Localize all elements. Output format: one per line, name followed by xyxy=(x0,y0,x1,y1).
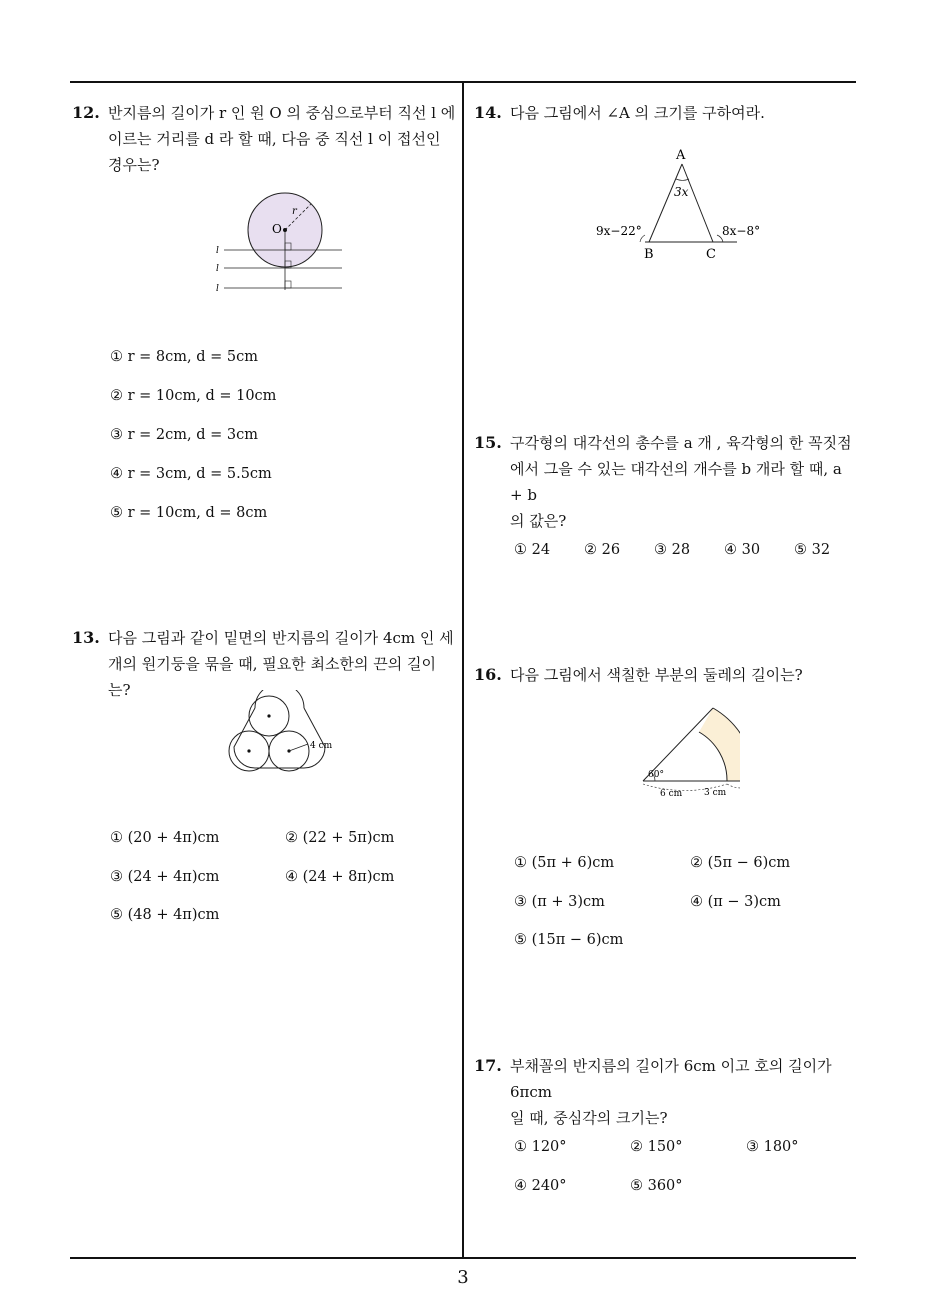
choice: ④ 240° xyxy=(514,1178,567,1194)
question-number: 16. xyxy=(474,665,502,684)
question-17 xyxy=(474,1053,859,1131)
choice: ④ (π − 3)cm xyxy=(690,894,781,910)
vertex-b-label: B xyxy=(644,247,654,262)
choice: ① 120° xyxy=(514,1139,567,1155)
vertex-a-label: A xyxy=(676,148,686,163)
radius-label: r xyxy=(292,206,297,217)
column-divider xyxy=(462,82,464,1258)
question-line: 다음 그림에서 ∠A 의 크기를 구하여라. xyxy=(510,104,765,122)
question-number: 15. xyxy=(474,433,502,452)
choice: ③ (π + 3)cm xyxy=(514,894,605,910)
question-line: 이르는 거리를 d 라 할 때, 다음 중 직선 l 이 접선인 xyxy=(108,130,441,148)
question-line: 구각형의 대각선의 총수를 a 개 , 육각형의 한 꼭짓점 xyxy=(510,434,852,452)
band xyxy=(234,708,325,768)
angle-a-label: 3x xyxy=(674,185,689,199)
choice: ③ (24 + 4π)cm xyxy=(110,869,220,885)
vertex-c-label: C xyxy=(706,247,716,262)
choice: ① r = 8cm, d = 5cm xyxy=(110,349,258,365)
choice: ⑤ 32 xyxy=(794,542,831,558)
choice: ③ 28 xyxy=(654,542,691,558)
q12-circle-figure xyxy=(210,190,350,300)
question-12 xyxy=(72,100,457,178)
radius-label: 4 cm xyxy=(310,741,333,751)
angle-b-label: 9x−22° xyxy=(596,224,642,238)
question-line: 반지름의 길이가 r 인 원 O 의 중심으로부터 직선 l 에 xyxy=(108,104,456,122)
question-line: 개의 원기둥을 묶을 때, 필요한 최소한의 끈의 길이는? xyxy=(108,655,436,699)
choice: ② 150° xyxy=(630,1139,683,1155)
choice: ① (5π + 6)cm xyxy=(514,855,615,871)
question-16 xyxy=(474,662,859,688)
question-14 xyxy=(474,100,859,126)
question-number: 14. xyxy=(474,103,502,122)
question-line: 부채꼴의 반지름의 길이가 6cm 이고 호의 길이가 6πcm xyxy=(510,1057,832,1101)
choice: ① 24 xyxy=(514,542,551,558)
choice: ③ 180° xyxy=(746,1139,799,1155)
shaded-region xyxy=(699,708,740,781)
question-15 xyxy=(474,430,859,534)
choice: ④ (24 + 8π)cm xyxy=(285,869,395,885)
choice: ③ r = 2cm, d = 3cm xyxy=(110,427,258,443)
choice: ② (22 + 5π)cm xyxy=(285,830,395,846)
q13-cylinders-figure xyxy=(220,690,340,780)
line-label: l xyxy=(216,284,219,294)
question-number: 12. xyxy=(72,103,100,122)
inner-radius-label: 6 cm xyxy=(660,789,683,799)
choice: ② r = 10cm, d = 10cm xyxy=(110,388,277,404)
choice: ⑤ (15π − 6)cm xyxy=(514,932,624,948)
center-label: O xyxy=(272,222,282,236)
choice: ⑤ 360° xyxy=(630,1178,683,1194)
line-label: l xyxy=(216,246,219,256)
bottom-rule xyxy=(70,1257,856,1259)
question-line: 다음 그림과 같이 밑면의 반지름의 길이가 4cm 인 세 xyxy=(108,629,454,647)
question-line: 에서 그을 수 있는 대각선의 개수를 b 개라 할 때, a + b xyxy=(510,460,842,504)
choice: ② (5π − 6)cm xyxy=(690,855,791,871)
outer-width-label: 3 cm xyxy=(704,788,727,798)
question-line: 일 때, 중심각의 크기는? xyxy=(510,1109,668,1127)
q16-sector-figure xyxy=(630,700,740,800)
angle-label: 60° xyxy=(648,770,664,780)
question-number: 13. xyxy=(72,628,100,647)
choice: ④ 30 xyxy=(724,542,761,558)
choice: ⑤ (48 + 4π)cm xyxy=(110,907,220,923)
line-label: l xyxy=(216,264,219,274)
angle-c-label: 8x−8° xyxy=(722,224,761,238)
question-number: 17. xyxy=(474,1056,502,1075)
choice: ① (20 + 4π)cm xyxy=(110,830,220,846)
page-number: 3 xyxy=(457,1267,469,1288)
question-line: 다음 그림에서 색칠한 부분의 둘레의 길이는? xyxy=(510,666,803,684)
choice: ④ r = 3cm, d = 5.5cm xyxy=(110,466,272,482)
question-line: 의 값은? xyxy=(510,512,567,530)
question-line: 경우는? xyxy=(108,156,160,174)
choice: ② 26 xyxy=(584,542,621,558)
q14-triangle-figure xyxy=(585,140,775,265)
choice: ⑤ r = 10cm, d = 8cm xyxy=(110,505,268,521)
